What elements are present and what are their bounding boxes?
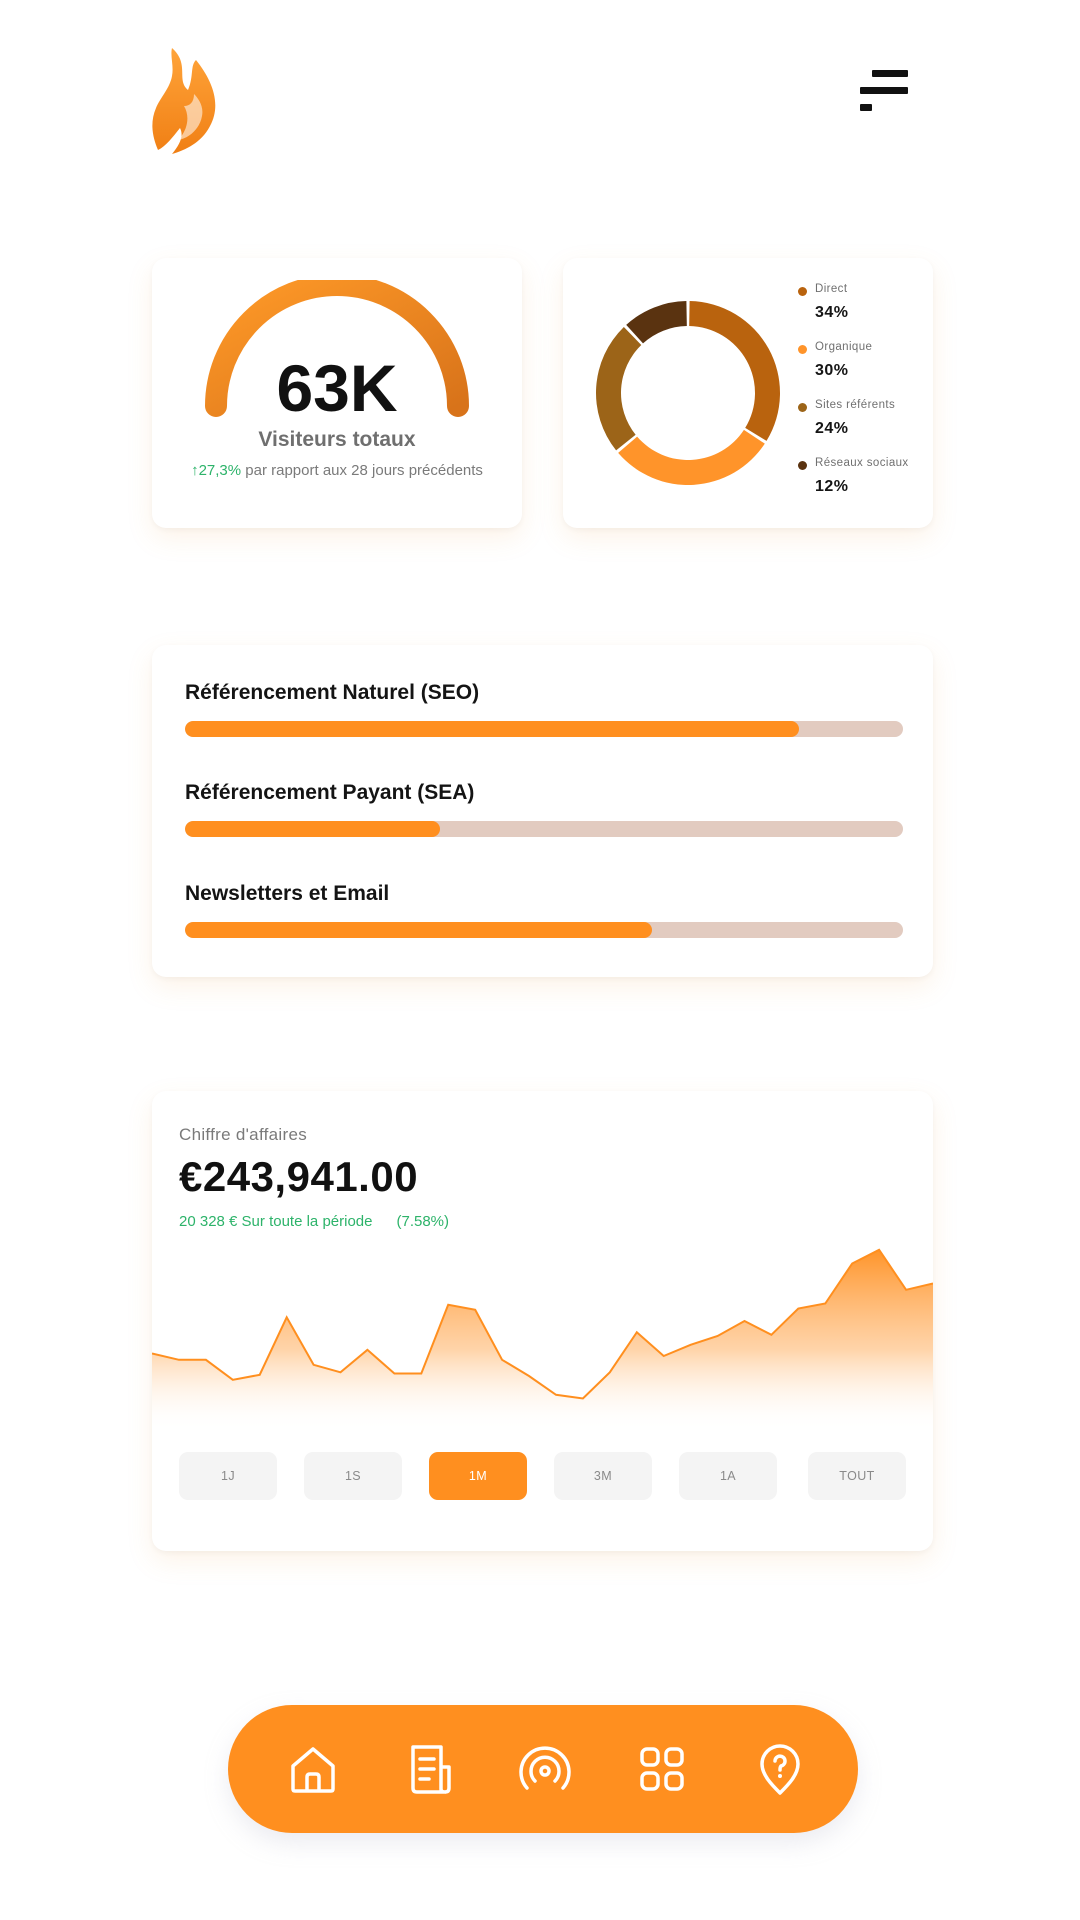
menu-icon: [872, 70, 908, 77]
visitors-change: [152, 462, 522, 479]
progress-fill: [185, 821, 440, 837]
period-button-1s[interactable]: 1S: [304, 1452, 402, 1500]
progress-track: [185, 922, 903, 938]
revenue-change: [179, 1213, 449, 1230]
legend-item-organique: [798, 336, 928, 394]
traffic-donut-chart: [585, 290, 791, 496]
revenue-change-pct: (7.58%): [396, 1213, 450, 1230]
donut-slice-organique: [618, 430, 765, 485]
home-icon: [283, 1739, 343, 1799]
visitors-card: [152, 258, 522, 528]
donut-slice-sites-r-f-rents: [596, 327, 641, 450]
legend-item-direct: [798, 278, 928, 336]
arrow-up-icon: ↑: [191, 462, 199, 479]
legend-value: 34%: [815, 304, 849, 321]
legend-dot: [798, 345, 807, 354]
grid-icon: [632, 1739, 692, 1799]
revenue-area-chart: [152, 1231, 933, 1431]
legend-item-reseaux-sociaux: [798, 452, 928, 510]
progress-fill: [185, 721, 799, 737]
channel-label: Référencement Naturel (SEO): [185, 681, 480, 704]
period-button-tout[interactable]: TOUT: [808, 1452, 906, 1500]
revenue-card: [152, 1091, 933, 1551]
progress-fill: [185, 922, 652, 938]
legend-value: 24%: [815, 420, 849, 437]
legend-name: Direct: [815, 283, 848, 295]
visitors-label: Visiteurs totaux: [258, 428, 416, 451]
visitors-change-text: par rapport aux 28 jours précédents: [245, 462, 483, 479]
location-question-icon: [750, 1739, 810, 1799]
visitors-value: 63K: [276, 351, 398, 425]
menu-button[interactable]: [860, 66, 910, 116]
revenue-area-fill: [152, 1250, 933, 1431]
donut-slice-r-seaux-sociaux: [626, 301, 687, 343]
legend-name: Sites référents: [815, 399, 896, 411]
legend-name: Réseaux sociaux: [815, 457, 909, 469]
progress-track: [185, 721, 903, 737]
broadcast-icon: [515, 1739, 575, 1799]
nav-help-location-button[interactable]: [750, 1739, 810, 1799]
revenue-value: €243,941.00: [179, 1153, 419, 1200]
legend-dot: [798, 287, 807, 296]
channels-card: [152, 645, 933, 977]
period-button-1a[interactable]: 1A: [679, 1452, 777, 1500]
legend-value: 30%: [815, 362, 849, 379]
flame-logo-icon: [150, 46, 220, 158]
bottom-navigation: [228, 1705, 858, 1833]
nav-home-button[interactable]: [283, 1739, 343, 1799]
channel-label: Référencement Payant (SEA): [185, 781, 475, 804]
revenue-label: Chiffre d'affaires: [179, 1125, 308, 1144]
nav-documents-button[interactable]: [401, 1739, 461, 1799]
donut-slice-direct: [689, 301, 780, 441]
legend-value: 12%: [815, 478, 849, 495]
document-icon: [401, 1739, 461, 1799]
legend-dot: [798, 461, 807, 470]
period-button-1j[interactable]: 1J: [179, 1452, 277, 1500]
progress-track: [185, 821, 903, 837]
legend-item-sites-referents: [798, 394, 928, 452]
revenue-change-text: 20 328 € Sur toute la période: [179, 1213, 373, 1230]
nav-apps-button[interactable]: [632, 1739, 692, 1799]
visitors-change-pct: 27,3%: [198, 462, 242, 479]
channel-label: Newsletters et Email: [185, 882, 390, 905]
period-selector: [179, 1452, 906, 1500]
period-button-3m[interactable]: 3M: [554, 1452, 652, 1500]
legend-dot: [798, 403, 807, 412]
traffic-sources-card: [563, 258, 933, 528]
legend-name: Organique: [815, 341, 873, 353]
period-button-1m[interactable]: 1M: [429, 1452, 527, 1500]
traffic-legend: [798, 278, 928, 510]
nav-broadcast-button[interactable]: [515, 1739, 575, 1799]
